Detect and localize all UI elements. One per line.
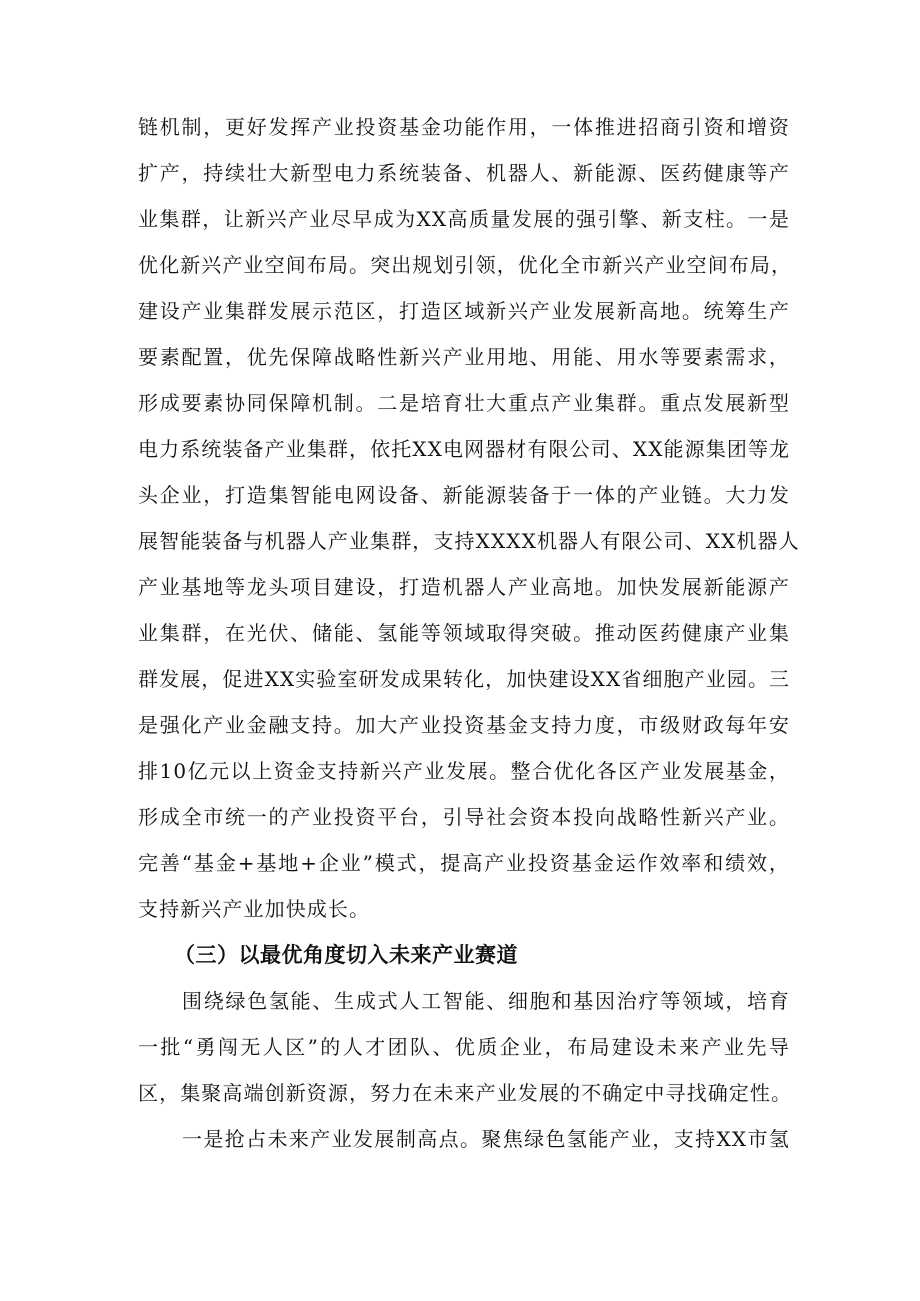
text-line: 头企业，打造集智能电网设备、新能源装备于一体的产业链。大力发 (138, 483, 790, 507)
paragraph-future-highland (138, 1116, 790, 1162)
text-line: 一批“勇闯无人区”的人才团队、优质企业，布局建设未来产业先导 (138, 1035, 790, 1059)
text-line: 支持新兴产业加快成长。 (138, 897, 371, 921)
text-line: 区，集聚高端创新资源，努力在未来产业发展的不确定中寻找确定性。 (138, 1081, 793, 1105)
text-line: 业集群，让新兴产业尽早成为XX高质量发展的强引擎、新支柱。一是 (138, 207, 790, 231)
text-line: 排10亿元以上资金支持新兴产业发展。整合优化各区产业发展基金， (138, 759, 790, 783)
text-line: 是强化产业金融支持。加大产业投资基金支持力度，市级财政每年安 (138, 713, 790, 737)
text-line: 围绕绿色氢能、生成式人工智能、细胞和基因治疗等领域，培育 (182, 989, 790, 1013)
text-line: 优化新兴产业空间布局。突出规划引领，优化全市新兴产业空间布局， (138, 253, 793, 277)
text-line: 扩产，持续壮大新型电力系统装备、机器人、新能源、医药健康等产 (138, 161, 790, 185)
text-line: 形成全市统一的产业投资平台，引导社会资本投向战略性新兴产业。 (138, 805, 790, 829)
text-line: 展智能装备与机器人产业集群，支持XXXX机器人有限公司、XX机器人 (138, 529, 800, 553)
paragraph-industry-clusters (138, 104, 800, 932)
text-line: 要素配置，优先保障战略性新兴产业用地、用能、用水等要素需求， (138, 345, 790, 369)
document-body (138, 104, 800, 1162)
paragraph-future-industries (138, 978, 793, 1116)
text-line: 一是抢占未来产业发展制高点。聚焦绿色氢能产业，支持XX市氢 (182, 1127, 790, 1151)
text-line: 电力系统装备产业集群，依托XX电网器材有限公司、XX能源集团等龙 (138, 437, 791, 461)
text-line: 产业基地等龙头项目建设，打造机器人产业高地。加快发展新能源产 (138, 575, 790, 599)
text-line: 形成要素协同保障机制。二是培育壮大重点产业集群。重点发展新型 (138, 391, 790, 415)
section-heading: （三）以最优角度切入未来产业赛道 (174, 943, 518, 967)
text-line: 链机制，更好发挥产业投资基金功能作用，一体推进招商引资和增资 (138, 115, 790, 139)
text-line: 业集群，在光伏、储能、氢能等领域取得突破。推动医药健康产业集 (138, 621, 790, 645)
text-line: 完善“基金+基地+企业”模式，提高产业投资基金运作效率和绩效， (138, 851, 790, 875)
text-line: 建设产业集群发展示范区，打造区域新兴产业发展新高地。统筹生产 (138, 299, 790, 323)
text-line: 群发展，促进XX实验室研发成果转化，加快建设XX省细胞产业园。三 (138, 667, 791, 691)
